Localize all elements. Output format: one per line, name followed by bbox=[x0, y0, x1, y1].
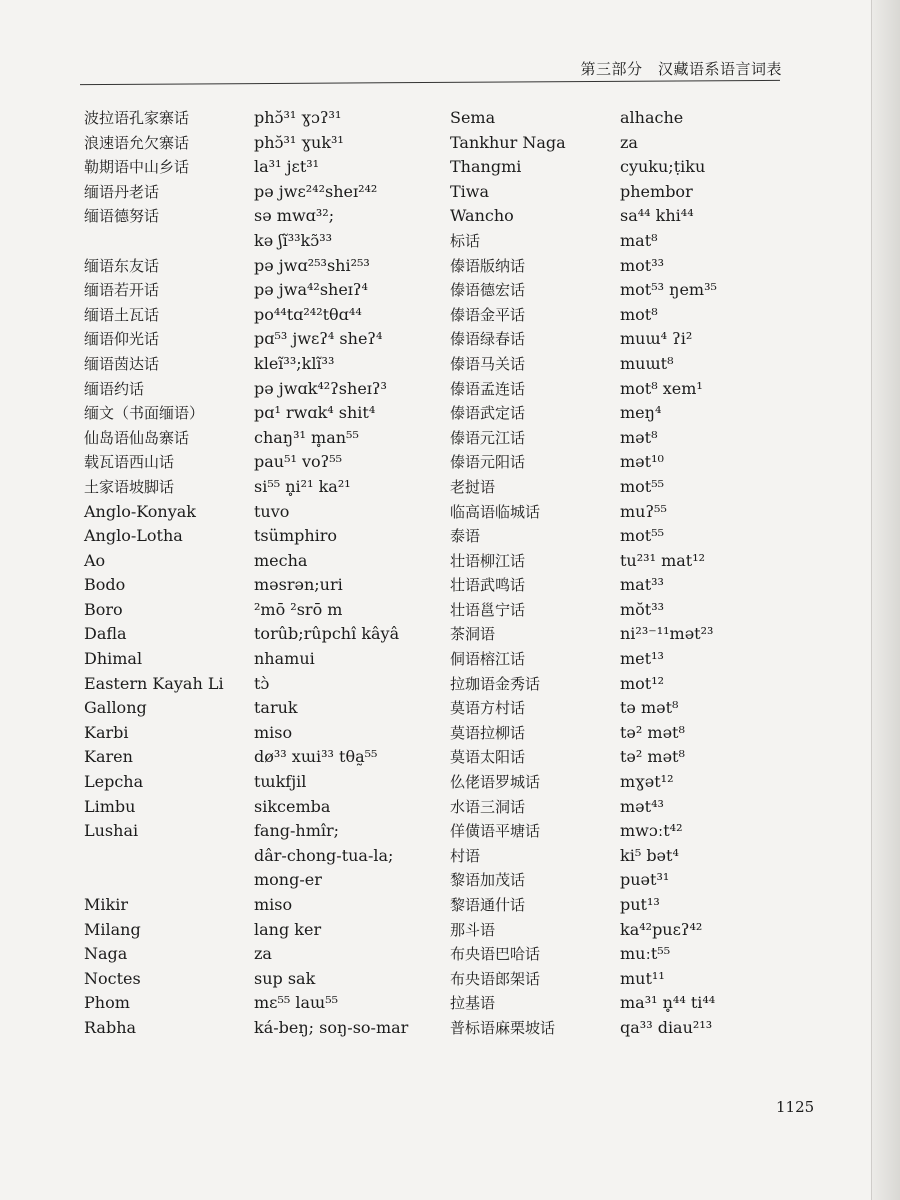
entry-b: ká-beŋ; soŋ-so-mar bbox=[254, 1017, 409, 1037]
entry-a: Ao bbox=[84, 550, 106, 570]
entry-d: muʔ⁵⁵ bbox=[620, 501, 667, 521]
entry-d: qa³³ diau²¹³ bbox=[620, 1017, 713, 1037]
entry-d: muɯt⁸ bbox=[620, 353, 674, 373]
entry-c: 傣语孟连话 bbox=[450, 379, 526, 398]
entry-c: Sema bbox=[450, 108, 496, 127]
entry-c: 老挝语 bbox=[450, 477, 496, 496]
entry-c: 傣语德宏话 bbox=[450, 281, 526, 300]
entry-a: 浪速语允欠寨话 bbox=[84, 133, 190, 152]
entry-c: 壮语邕宁话 bbox=[450, 600, 526, 619]
entry-b: torûb;rûpchî kâyâ bbox=[254, 624, 400, 644]
entry-a: 载瓦语西山话 bbox=[84, 453, 175, 472]
entry-d: ki⁵ bət⁴ bbox=[620, 845, 679, 865]
entry-c: 普标语麻栗坡话 bbox=[450, 1018, 556, 1037]
entry-d: tə² mət⁸ bbox=[620, 747, 685, 767]
entry-d: meŋ⁴ bbox=[620, 403, 662, 423]
entry-b: sup sak bbox=[254, 968, 316, 988]
entry-d: alhache bbox=[620, 108, 684, 127]
entry-c: Tiwa bbox=[450, 181, 490, 201]
entry-d: mot⁵⁵ bbox=[620, 526, 665, 546]
entry-c: 莫语拉柳话 bbox=[450, 723, 526, 742]
entry-c: 傣语绿春话 bbox=[450, 330, 526, 349]
entry-a: Naga bbox=[84, 944, 128, 964]
entry-c: 那斗语 bbox=[450, 920, 496, 939]
running-header: 第三部分 汉藏语系语言词表 bbox=[580, 60, 782, 78]
entry-c: 傣语元阳话 bbox=[450, 453, 526, 472]
form-column-left bbox=[254, 106, 446, 1041]
page-header bbox=[0, 0, 900, 90]
entry-d: muːt⁵⁵ bbox=[620, 944, 671, 964]
entry-d: mot⁸ xem¹ bbox=[620, 378, 703, 398]
entry-b: lang ker bbox=[254, 919, 322, 939]
entry-c: Tankhur Naga bbox=[450, 132, 566, 152]
entry-a bbox=[84, 844, 254, 869]
entry-b: sikcemba bbox=[254, 796, 331, 816]
entry-c: 黎语通什话 bbox=[450, 896, 526, 914]
entry-a: Anglo-Konyak bbox=[84, 501, 196, 521]
entry-b: mong-er bbox=[254, 870, 322, 890]
entry-d: mət⁸ bbox=[620, 427, 658, 447]
entry-a: Karen bbox=[84, 747, 133, 767]
entry-c: 侗语榕江话 bbox=[450, 650, 526, 669]
entry-d: mot⁵⁵ bbox=[620, 476, 665, 496]
entry-a: Gallong bbox=[84, 698, 147, 718]
entry-c: 茶洞语 bbox=[450, 625, 496, 644]
entry-c: 傣语武定话 bbox=[450, 404, 526, 423]
entry-b: dâr-chong-tua-la; bbox=[254, 845, 394, 865]
header-rule bbox=[80, 80, 780, 85]
entry-a: Rabha bbox=[84, 1017, 137, 1037]
entry-c: 傣语元江话 bbox=[450, 428, 526, 447]
entry-b: kə ʃĩ³³kɔ̃³³ bbox=[254, 230, 333, 250]
entry-c: 布央语郎架话 bbox=[450, 969, 541, 988]
entry-c: 莫语方村话 bbox=[450, 699, 526, 718]
entry-d: muɯ⁴ ʔi² bbox=[620, 329, 693, 349]
entry-a: 缅语土瓦话 bbox=[84, 305, 160, 324]
entry-a: Milang bbox=[84, 919, 141, 939]
entry-b: pə jwɛ²⁴²sheɪ²⁴² bbox=[254, 181, 378, 201]
entry-b: la³¹ jɛt³¹ bbox=[254, 157, 320, 177]
entry-c: Thangmi bbox=[450, 157, 522, 177]
entry-d: tu²³¹ mat¹² bbox=[620, 550, 706, 570]
entry-c: 傣语金平话 bbox=[450, 305, 526, 324]
entry-a: 缅语德努话 bbox=[84, 207, 160, 226]
entry-b: si⁵⁵ n̥i²¹ ka²¹ bbox=[254, 476, 351, 496]
language-column-left bbox=[84, 106, 254, 1041]
entry-a: Bodo bbox=[84, 575, 126, 595]
entry-c: 拉珈语金秀话 bbox=[450, 674, 541, 693]
entry-b: pə jwa⁴²sheɪʔ⁴ bbox=[254, 280, 368, 300]
language-column-right bbox=[450, 106, 620, 1041]
entry-d: sa⁴⁴ khi⁴⁴ bbox=[620, 206, 694, 226]
page-edge bbox=[871, 0, 900, 1200]
entry-b: mɛ⁵⁵ laɯ⁵⁵ bbox=[254, 993, 339, 1013]
entry-c: 黎语加茂话 bbox=[450, 871, 526, 890]
entry-a: Anglo-Lotha bbox=[84, 526, 183, 546]
entry-a: 缅语约话 bbox=[84, 379, 145, 398]
entry-b: pɑ⁵³ jwɛʔ⁴ sheʔ⁴ bbox=[254, 329, 383, 349]
form-column-right bbox=[620, 106, 770, 1041]
entry-b: tɔ̀ bbox=[254, 673, 270, 693]
entry-d: tə² mət⁸ bbox=[620, 722, 685, 742]
entry-d: mwɔːt⁴² bbox=[620, 821, 683, 841]
entry-a: Lepcha bbox=[84, 772, 144, 792]
entry-a: 波拉语孔家寨话 bbox=[84, 109, 190, 127]
entry-a: 缅语东友话 bbox=[84, 256, 160, 275]
entry-a: 缅文（书面缅语） bbox=[84, 404, 205, 423]
entry-a: Boro bbox=[84, 599, 123, 619]
entry-d: mot⁸ bbox=[620, 304, 658, 324]
entry-a: 缅语茵达话 bbox=[84, 354, 160, 373]
entry-a: Eastern Kayah Li bbox=[84, 673, 224, 693]
entry-d: mat³³ bbox=[620, 575, 664, 595]
entry-a: 仙岛语仙岛寨话 bbox=[84, 428, 190, 447]
entry-a: 缅语丹老话 bbox=[84, 182, 160, 201]
entry-c: 水语三洞话 bbox=[450, 797, 526, 816]
entry-b: nhamui bbox=[254, 649, 315, 669]
entry-d: tə mət⁸ bbox=[620, 698, 679, 718]
entry-a: Mikir bbox=[84, 895, 128, 914]
entry-d: put¹³ bbox=[620, 895, 660, 914]
entry-a: Phom bbox=[84, 993, 130, 1013]
entry-c: 仫佬语罗城话 bbox=[450, 773, 541, 792]
entry-a bbox=[84, 229, 254, 254]
entry-a: Limbu bbox=[84, 796, 136, 816]
entry-b: za bbox=[254, 944, 272, 964]
entry-d: ka⁴²puɛʔ⁴² bbox=[620, 919, 703, 939]
entry-c: 莫语太阳话 bbox=[450, 748, 526, 767]
entry-b: pə jwɑ²⁵³shi²⁵³ bbox=[254, 255, 370, 275]
entry-d: mut¹¹ bbox=[620, 968, 665, 988]
entry-d: za bbox=[620, 132, 638, 152]
entry-a: Lushai bbox=[84, 821, 139, 841]
entry-d: phembor bbox=[620, 181, 693, 201]
entry-d: mot⁵³ ŋem³⁵ bbox=[620, 280, 717, 300]
entry-b: pɑ¹ rwɑk⁴ shit⁴ bbox=[254, 403, 376, 423]
entry-b: mecha bbox=[254, 550, 308, 570]
entry-d: mŏt³³ bbox=[620, 599, 665, 619]
entry-c: 拉基语 bbox=[450, 994, 496, 1013]
entry-c: 村语 bbox=[450, 846, 481, 865]
entry-b: po⁴⁴tɑ²⁴²tθɑ⁴⁴ bbox=[254, 304, 362, 324]
entry-d: mot³³ bbox=[620, 255, 665, 275]
entry-b: phɔ̆³¹ ɣuk³¹ bbox=[254, 132, 344, 152]
entry-d: mət¹⁰ bbox=[620, 452, 664, 472]
entry-d: ni²³⁻¹¹mət²³ bbox=[620, 624, 714, 644]
page-number: 1125 bbox=[776, 1098, 815, 1116]
entry-a: 缅语仰光话 bbox=[84, 330, 160, 349]
entry-a: Karbi bbox=[84, 722, 129, 742]
entry-b: pə jwɑk⁴²ʔsheɪʔ³ bbox=[254, 378, 387, 398]
entry-b: məsrən;uri bbox=[254, 575, 343, 595]
entry-c: 泰语 bbox=[450, 527, 481, 546]
entry-c: 临高语临城话 bbox=[450, 502, 541, 521]
entry-b: tɯkfjil bbox=[254, 772, 307, 792]
entry-d: cyuku;ṭiku bbox=[620, 157, 706, 177]
entry-c: 标话 bbox=[450, 231, 481, 250]
entry-d: puət³¹ bbox=[620, 870, 670, 890]
entry-b: chaŋ³¹ m̥an⁵⁵ bbox=[254, 427, 359, 447]
entry-a: 缅语若开话 bbox=[84, 281, 160, 300]
entry-b: phɔ̆³¹ ɣɔʔ³¹ bbox=[254, 108, 342, 127]
entry-b: taruk bbox=[254, 698, 298, 718]
entry-a: 勒期语中山乡话 bbox=[84, 158, 190, 177]
entry-b: kleĩ³³;klĩ³³ bbox=[254, 353, 335, 373]
entry-c: 壮语柳江话 bbox=[450, 551, 526, 570]
entry-b: fang-hmîr; bbox=[254, 821, 340, 841]
entry-a: Dafla bbox=[84, 624, 127, 644]
entry-d: ma³¹ n̥⁴⁴ ti⁴⁴ bbox=[620, 993, 716, 1013]
entry-b: sə mwɑ³²; bbox=[254, 206, 335, 226]
entry-d: mat⁸ bbox=[620, 230, 658, 250]
entry-d: mɣət¹² bbox=[620, 772, 674, 792]
entry-c: 壮语武鸣话 bbox=[450, 576, 526, 595]
entry-b: pau⁵¹ voʔ⁵⁵ bbox=[254, 452, 343, 472]
entry-d: mot¹² bbox=[620, 673, 665, 693]
entry-a: Dhimal bbox=[84, 649, 143, 669]
entry-c: 佯僙语平塘话 bbox=[450, 822, 541, 841]
entry-d: mət⁴³ bbox=[620, 796, 664, 816]
entry-b: dø³³ xɯi³³ tθa̰⁵⁵ bbox=[254, 747, 378, 767]
entry-c: 傣语版纳话 bbox=[450, 256, 526, 275]
entry-b: miso bbox=[254, 722, 293, 742]
entry-a: Noctes bbox=[84, 968, 141, 988]
entry-c: Wancho bbox=[450, 206, 514, 226]
entry-b: miso bbox=[254, 895, 293, 914]
entry-b: ²mō ²srō m bbox=[254, 599, 343, 619]
entry-d: met¹³ bbox=[620, 649, 664, 669]
entry-b: tsümphiro bbox=[254, 526, 338, 546]
entry-b: tuvo bbox=[254, 501, 290, 521]
entry-a bbox=[84, 868, 254, 893]
entry-a: 土家语坡脚话 bbox=[84, 477, 175, 496]
entry-c: 傣语马关话 bbox=[450, 354, 526, 373]
entry-c: 布央语巴哈话 bbox=[450, 945, 541, 964]
